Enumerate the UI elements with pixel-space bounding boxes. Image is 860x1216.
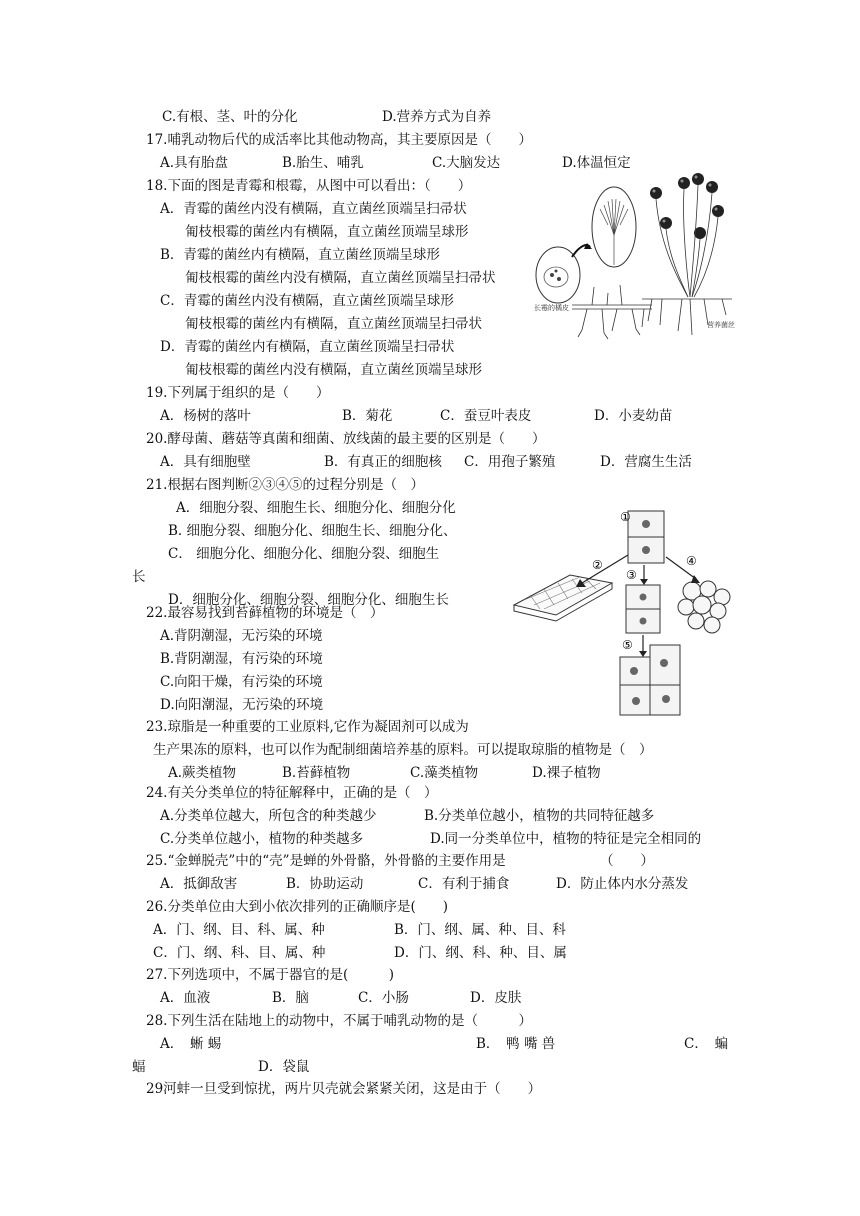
q24-stem: 24.有关分类单位的特征解释中，正确的是（ ）: [146, 785, 438, 801]
q24-option-a: A.分类单位越大，所包含的种类越少: [160, 808, 377, 824]
q17-option-c: C.大脑发达: [432, 155, 501, 171]
q17-option-a: A.具有胎盘: [160, 155, 229, 171]
q26-option-d: D．门、纲、科、种、目、属: [394, 945, 567, 961]
q23-option-b: B.苔藓植物: [282, 765, 351, 781]
q18-option-a-line1: A．青霉的菌丝内没有横隔，直立菌丝顶端呈扫帚状: [160, 201, 467, 217]
q27-option-c: C．小肠: [358, 990, 409, 1006]
q23-option-d: D.裸子植物: [532, 765, 601, 781]
q19-option-b: B．菊花: [342, 408, 393, 424]
q24-option-c: C.分类单位越小，植物的种类越多: [160, 831, 364, 847]
q26-option-b: B．门、纲、属、种、目、科: [394, 922, 566, 938]
q17-stem: 17.哺乳动物后代的成活率比其他动物高，其主要原因是（ ）: [146, 132, 532, 148]
q24-option-d: D.同一分类单位中，植物的特征是完全相同的: [430, 831, 702, 847]
q18-option-c-line2: 匍枝根霉的菌丝内有横隔，直立菌丝顶端呈扫帚状: [185, 316, 482, 332]
q28-option-c: C． 蝙: [684, 1036, 729, 1052]
q18-option-d-line2: 匍枝根霉的菌丝内没有横隔，直立菌丝顶端呈球形: [185, 362, 482, 378]
q21-option-b: B. 细胞分裂、细胞分化、细胞生长、细胞分化、: [168, 523, 457, 539]
label-2: ②: [592, 558, 603, 572]
q28-option-a: A． 蜥 蜴: [160, 1036, 222, 1052]
q25-paren: （ ）: [600, 853, 654, 869]
q18-option-b-line1: B．青霉的菌丝内有横隔，直立菌丝顶端呈球形: [160, 247, 440, 263]
q18-stem: 18.下面的图是青霉和根霉，从图中可以看出：（ ）: [146, 178, 472, 194]
q21-option-c-line2: 长: [132, 569, 146, 585]
q19-stem: 19.下列属于组织的是（ ）: [146, 385, 330, 401]
q26-stem: 26.分类单位由大到小依次排列的正确顺序是( ): [146, 899, 449, 915]
q18-option-a-line2: 匍枝根霉的菌丝内有横隔，直立菌丝顶端呈球形: [185, 224, 469, 240]
q23-stem-line1: 23.琼脂是一种重要的工业原料,它作为凝固剂可以成为: [146, 719, 469, 735]
q29-stem: 29河蚌一旦受到惊扰，两片贝壳就会紧紧关闭，这是由于（ ）: [146, 1081, 542, 1097]
q21-stem: 21.根据右图判断②③④⑤的过程分别是（ ）: [146, 477, 424, 493]
label-4: ④: [686, 554, 697, 568]
q27-option-a: A．血液: [160, 990, 211, 1006]
q18-option-b-line2: 匍枝根霉的菌丝内没有横隔，直立菌丝顶端呈扫帚状: [185, 270, 496, 286]
q22-option-c: C.向阳干燥，有污染的环境: [160, 674, 323, 690]
q16-option-c: C.有根、茎、叶的分化: [162, 109, 298, 125]
q25-stem: 25.“金蝉脱壳”中的“壳”是蝉的外骨骼，外骨骼的主要作用是: [146, 853, 506, 869]
q25-option-a: A．抵御敌害: [160, 876, 238, 892]
q22-option-d: D.向阳潮湿，无污染的环境: [160, 697, 324, 713]
label-5: ⑤: [622, 638, 633, 652]
q23-option-a: A.蕨类植物: [168, 765, 237, 781]
q22-option-b: B.背阴潮湿，有污染的环境: [160, 651, 323, 667]
q26-option-a: A．门、纲、目、科、属、种: [153, 922, 325, 938]
q26-option-c: C．门、纲、科、目、属、种: [153, 945, 326, 961]
q27-stem: 27.下列选项中，不属于器官的是( ): [146, 967, 395, 983]
q18-option-d-line1: D．青霉的菌丝内有横隔，直立菌丝顶端呈扫帚状: [160, 339, 455, 355]
hyphae-label: 营养菌丝: [707, 321, 735, 329]
q22-option-a: A.背阴潮湿，无污染的环境: [160, 628, 323, 644]
mold-figure: [532, 165, 735, 345]
q20-stem: 20.酵母菌、蘑菇等真菌和细菌、放线菌的最主要的区别是（ ）: [146, 431, 546, 447]
q25-option-c: C．有利于捕食: [418, 876, 510, 892]
q27-option-d: D．皮肤: [470, 990, 522, 1006]
q23-option-c: C.藻类植物: [410, 765, 479, 781]
q19-option-a: A．杨树的落叶: [160, 408, 251, 424]
q19-option-c: C．蚕豆叶表皮: [440, 408, 532, 424]
q21-option-a: A．细胞分裂、细胞生长、细胞分化、细胞分化: [176, 500, 456, 516]
q28-option-b: B． 鸭 嘴 兽: [476, 1036, 556, 1052]
cell-process-figure: [510, 505, 735, 725]
q27-option-b: B．脑: [272, 990, 309, 1006]
orange-peel-label: 长霉的橘皮: [534, 304, 569, 312]
q21-option-d: D．细胞分化、细胞分裂、细胞分化、细胞生长: [168, 592, 449, 608]
q19-option-d: D．小麦幼苗: [594, 408, 673, 424]
q25-option-b: B．协助运动: [286, 876, 364, 892]
q22-stem: 22.最容易找到苔藓植物的环境是（ ）: [146, 605, 384, 621]
q24-option-b: B.分类单位越小，植物的共同特征越多: [424, 808, 655, 824]
q20-option-a: A．具有细胞壁: [160, 454, 251, 470]
q16-option-d: D.营养方式为自养: [382, 109, 492, 125]
q23-stem-line2: 生产果冻的原料，也可以作为配制细菌培养基的原料。可以提取琼脂的植物是（ ）: [153, 742, 653, 758]
q21-option-c-line1: C． 细胞分化、细胞分化、细胞分裂、细胞生: [168, 546, 440, 562]
q25-option-d: D．防止体内水分蒸发: [556, 876, 689, 892]
q20-option-c: C．用孢子繁殖: [464, 454, 556, 470]
q17-option-d: D.体温恒定: [562, 155, 631, 171]
q20-option-d: D．营腐生生活: [600, 454, 692, 470]
q18-option-c-line1: C．青霉的菌丝内没有横隔，直立菌丝顶端呈球形: [160, 293, 454, 309]
q20-option-b: B．有真正的细胞核: [324, 454, 442, 470]
q28-stem: 28.下列生活在陆地上的动物中，不属于哺乳动物的是（ ）: [146, 1013, 532, 1029]
q28-option-c-cont: 蝠: [132, 1059, 146, 1075]
label-1: ①: [620, 510, 631, 524]
label-3: ③: [626, 568, 637, 582]
q17-option-b: B.胎生、哺乳: [282, 155, 364, 171]
q28-option-d: D．袋鼠: [258, 1059, 310, 1075]
